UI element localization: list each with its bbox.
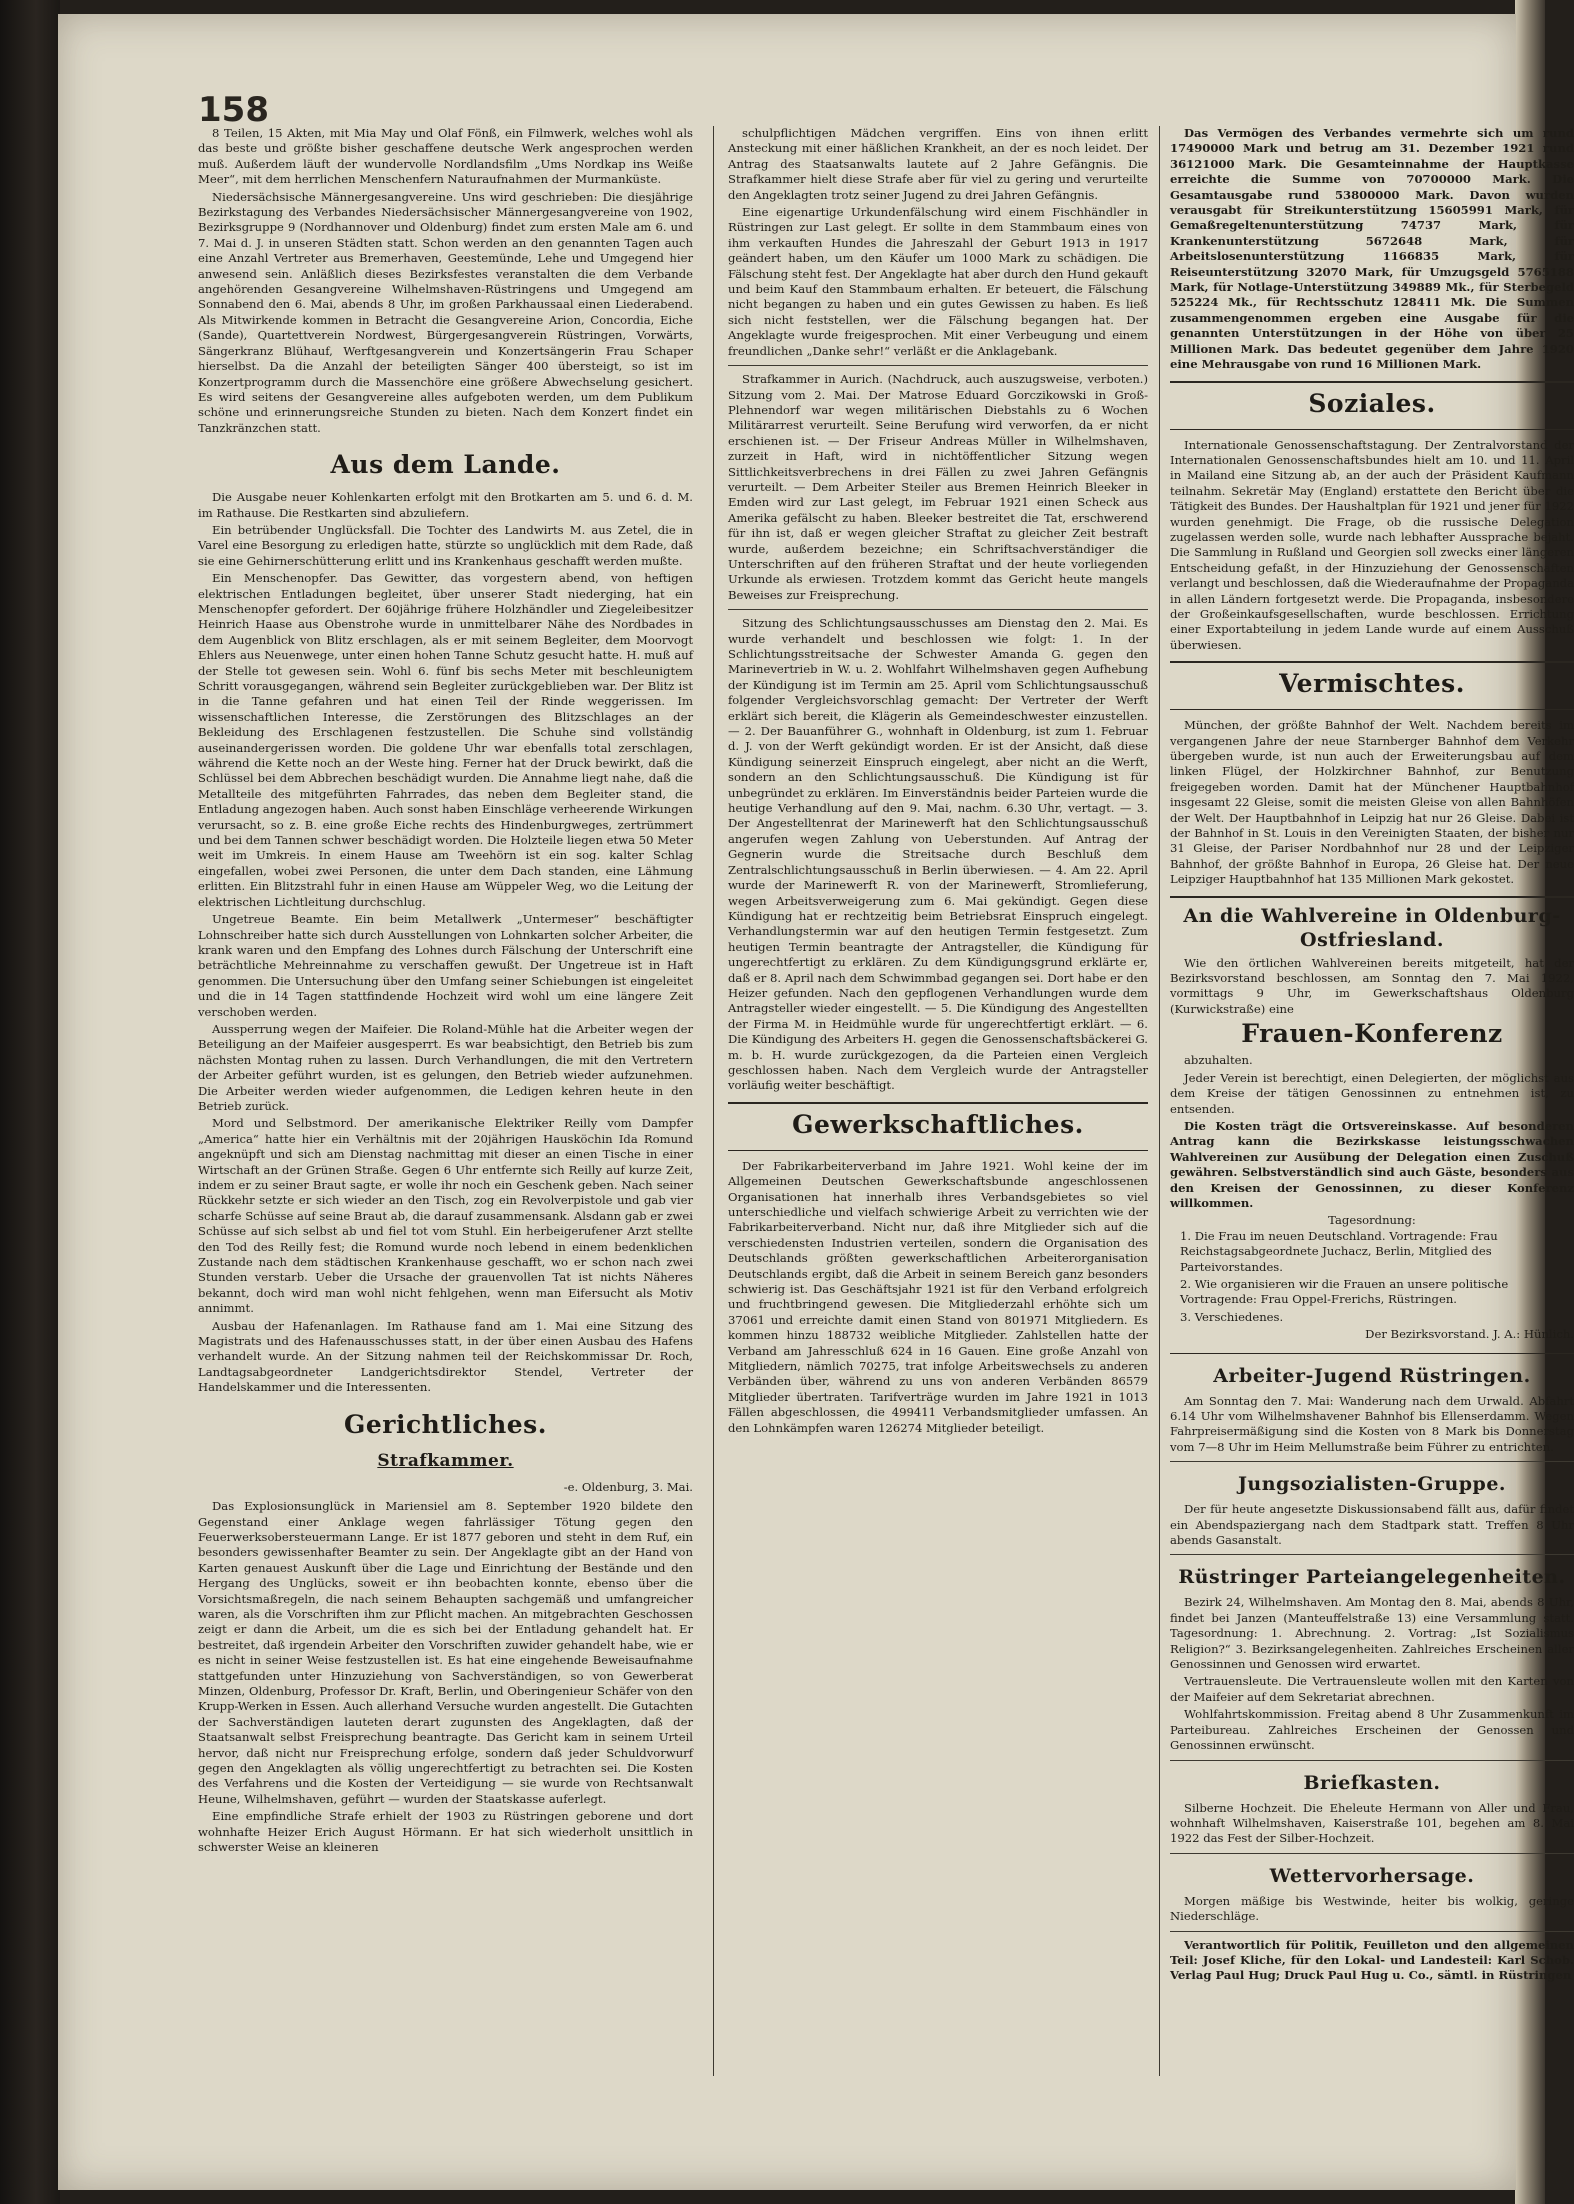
article-bleren: Ungetreue Beamte. Ein beim Metallwerk „Untermeser“ beschäftigter Lohnschreiber hatte sich durch Ausstellungen von Lohnkarten solcher Arbeiter, die krank waren und den Empfang des Lohnes durch Fälschung der Unterschrift eine beträchtliche Mehreinnahme zu verschaffen gewußt. Der Ungetreue ist in Haft genommen. Die Untersuchung über den Umfang seiner Schiebungen ist eingeleitet und die in 14 Tagen stattfindende Hochzeit wird wohl um eine längere Zeit verschoben werden. <box>198 912 693 1019</box>
section-heading-gerichtliches: Gerichtliches. <box>344 1409 547 1439</box>
section-box-gewerkschaftliches <box>728 1102 1148 1151</box>
dateline: -e. Oldenburg, 3. Mai. <box>563 1479 693 1494</box>
subheading-strafkammer: Strafkammer. <box>377 1450 514 1471</box>
book-binding <box>0 0 60 2204</box>
column-rule <box>713 126 714 2076</box>
heading-frauen-konferenz: Frauen-Konferenz <box>1241 1019 1503 1049</box>
text-vertrauensleute: Vertrauensleute. Die Vertrauensleute wollen mit den Karten von der Maifeier auf dem Sekretariat abrechnen. <box>1170 1674 1574 1704</box>
text-kosten: Die Kosten trägt die Ortsvereinskasse. Auf besonderen Antrag kann die Bezirkskasse leistungsschwachen Wahlvereinen zur Ausübung der Delegation einen Zuschuß gewähren. Selbstverständlich sind auch Gäste, besonders aus den Kreisen der Genossinnen, zu dieser Konferenz willkommen. <box>1170 1118 1574 1210</box>
article-bremen: Aussperrung wegen der Maifeier. Die Roland-Mühle hat die Arbeiter wegen der Beteiligung an der Maifeier ausgesperrt. Es war beabsichtigt, den Betrieb bis zum nächsten Montag ruhen zu lassen. Durch Verhandlungen, die mit den Vertretern der Arbeiter geführt wurden, ist es gelungen, den Betrieb wieder aufzunehmen. Die Arbeiter werden wieder aufgenommen, die Ledigen kehren heute in den Betrieb zurück. <box>198 1021 693 1113</box>
text-jungsozialisten: Der für heute angesetzte Diskussionsabend fällt aus, dafür findet ein Abendspaziergang nach dem Stadtpark statt. Treffen 8 Uhr abends Gasanstalt. <box>1170 1502 1574 1548</box>
section-box-soziales <box>1170 381 1574 430</box>
announcement-wahlvereine <box>1170 896 1574 1354</box>
text-arbeiter-jugend: Am Sonntag den 7. Mai: Wanderung nach dem Urwald. Abfahrt 6.14 Uhr vom Wilhelmshavener Bahnhof bis Ellenserdamm. Wegen Fahrpreisermäßigung sind die Kosten von 8 Mark bis Donnerstag vom 7—8 Uhr im Heim Mellumstraße beim Führer zu entrichten. <box>1170 1393 1574 1454</box>
text-silberne-hochzeit: Silberne Hochzeit. Die Eheleute Hermann von Aller und Frau, wohnhaft Wilhelmshaven, Kaiserstraße 101, begehen am 8. Mai 1922 das Fest der Silber-Hochzeit. <box>1170 1800 1574 1846</box>
column-3 <box>1170 126 1574 2076</box>
heading-arbeiter-jugend: Arbeiter-Jugend Rüstringen. <box>1213 1364 1531 1387</box>
tagesordnung-item: 3. Verschiedenes. <box>1180 1309 1284 1324</box>
tagesordnung-label: Tagesordnung: <box>1328 1213 1416 1228</box>
signature: Der Bezirksvorstand. J. A.: Hünlich. <box>1365 1327 1574 1342</box>
divider <box>1170 1554 1574 1555</box>
newspaper-page <box>58 14 1574 2190</box>
article-muenchen-bahnhof: München, der größte Bahnhof der Welt. Nachdem bereits im vergangenen Jahre der neue Starnberger Bahnhof dem Verkehr übergeben wurde, ist nun auch der Erweiterungsbau auf dem linken Flügel, der Holzkirchner Bahnhof, zur Benutzung freigegeben worden. Damit hat der Münchener Hauptbahnhof insgesamt 22 Gleise, somit die meisten Gleise von allen Bahnhöfen der Welt. Der Hauptbahnhof in Leipzig hat nur 26 Gleise. Dabei ist der Bahnhof in St. Louis in den Vereinigten Staaten, der bisher nur 31 Gleise, der Pariser Nordbahnhof nur 28 und der Leipziger Bahnhof, der größte Bahnhof in Europa, 26 Gleise hat. Der neue Leipziger Hauptbahnhof hat 135 Millionen Mark gekostet. <box>1170 718 1574 887</box>
article-vermoegen: Das Vermögen des Verbandes vermehrte sich um rund 17490000 Mark und betrug am 31. Dezember 1921 rund 36121000 Mark. Die Gesamteinnahme der Hauptkasse erreichte die Summe von 70700000 Mark. Die Gesamtausgabe rund 53800000 Mark. Davon wurden verausgabt für Streikunterstützung 15605991 Mark, für Gemaßregeltenunterstützung 74737 Mark, für Krankenunterstützung 5672648 Mark, für Arbeitslosenunterstützung 1166835 Mark, für Reiseunterstützung 32070 Mark, für Umzugsgeld 5765188 Mark, für Notlage-Unterstützung 349889 Mk., für Sterbegeld 525224 Mk., für Rechtsschutz 128411 Mk. Die Summen zusammengenommen ergeben eine Ausgabe für die genannten Unterstützungen in der Höhe von über 25 Millionen Mark. Das bedeutet gegenüber dem Jahre 1920 eine Mehrausgabe von rund 16 Millionen Mark. <box>1170 126 1574 372</box>
article-fabrikarbeiterverband: Der Fabrikarbeiterverband im Jahre 1921. Wohl keine der im Allgemeinen Deutschen Gewerkschaftsbunde angeschlossenen Organisationen hat innerhalb ihres Verbandsgebietes so viel unterschiedliche und vielfach schwierige Arbeit zu verrichten wie der Fabrikarbeiterverband. Nicht nur, daß ihre Mitglieder sich auf die verschiedensten Industrien verteilen, sondern die Organisation des Deutschlands größten gewerkschaftlichen Arbeiterorganisation Deutschlands ergibt, daß die Arbeit in seinem Bereich ganz besonders schwierig ist. Das Geschäftsjahr 1921 ist für den Verband erfolgreich und fruchtbringend gewesen. Die Mitgliederzahl erhöhte sich um 37061 und erreichte damit einen Stand von 801971 Mitgliedern. Es kommen hinzu 188732 weibliche Mitglieder. Zahlstellen hatte der Verband am Jahresschluß 624 in 16 Gauen. Eine große Anzahl von Mitgliedern, nämlich 70275, trat infolge Arbeitswechsels zu anderen Verbänden über, während zu uns von anderen Verbänden 86579 Mitglieder übertraten. Tarifverträge wurden im Jahre 1921 in 1013 Fällen abgeschlossen, die 499411 Verbandsmitglieder umfassen. An den Lohnkämpfen waren 126274 Mitglieder beteiligt. <box>728 1158 1148 1435</box>
column-1 <box>198 126 693 2076</box>
section-heading-soziales: Soziales. <box>1308 388 1436 418</box>
article-zetel: Ein betrübender Unglücksfall. Die Tochter des Landwirts M. aus Zetel, die in Varel eine Besorgung zu erledigen hatte, stürzte so unglücklich mit dem Rade, daß sie eine Gehirnerschütterung erlitt und ins Krankenhaus geschafft werden mußte. <box>198 522 693 568</box>
article-jever: Die Ausgabe neuer Kohlenkarten erfolgt mit den Brotkarten am 5. und 6. d. M. im Rathause. Die Restkarten sind abzuliefern. <box>198 490 693 520</box>
heading-wahlvereine: An die Wahlvereine in Oldenburg-Ostfriesland. <box>1183 904 1561 951</box>
article-schlichtungsausschuss: Sitzung des Schlichtungsausschusses am Dienstag den 2. Mai. Es wurde verhandelt und beschlossen wie folgt: 1. In der Schlichtungsstreitsache der Schwester Amanda G. gegen den Marinevertrieb in W. u. 2. Wohlfahrt Wilhelmshaven gegen Aufhebung der Kündigung ist im Termin am 25. April vom Schlichtungsausschuß folgender Vergleichsvorschlag gemacht: Der Vertreter der Werft erklärt sich bereit, die Klägerin als Gemeindeschwester einzustellen. — 2. Der Bauanführer G., wohnhaft in Oldenburg, ist zum 1. Februar d. J. von der Werft gekündigt worden. Er ist der Ansicht, daß diese Kündigung seinerzeit Einspruch eingelegt, aber nicht an die Werft, sondern an den Schlichtungsausschuß. Die Kündigung ist für unbegründet zu erklären. Im Einverständnis beider Parteien wurde die heutige Verhandlung auf den 9. Mai, nachm. 6.30 Uhr, vertagt. — 3. Der Angestelltenrat der Marinewerft hat den Schlichtungsausschuß angerufen wegen Zahlung von Ueberstunden. Auf Antrag der Gegnerin wurde die Streitsache durch Beschluß dem Zentralschlichtungsausschuß in Berlin überwiesen. — 4. Am 22. April wurde der Marinewerft R. von der Marinewerft, Stromlieferung, wegen Arbeitsverweigerung zum 6. Mai gekündigt. Gegen diese Kündigung hat er rechtzeitig beim Betriebsrat Einspruch eingelegt. Verhandlungstermin war auf den heutigen Termin festgesetzt. Zum heutigen Termin beantragte der Antragsteller, die Kündigung für ungerechtfertigt zu erklären. Zu dem Kündigungsgrund erklärte er, daß er 8. April nach dem Schwimmbad gegangen sei. Dort habe er den Heizer gefunden. Nach den gepflogenen Verhandlungen wurde dem Antragsteller wieder eingestellt. — 5. Die Kündigung des Angestellten der Firma M. in Heidmühle wurde für ungerechtfertigt erklärt. — 6. Die Kündigung des Arbeiters H. gegen die Genossenschaftsbäckerei G. m. b. H. wurde zurückgezogen, da die Parteien einen Vergleich geschlossen haben. Nach dem Vergleich wurde der Antragsteller vorläufig weiter beschäftigt. <box>728 616 1148 1093</box>
divider <box>728 609 1148 610</box>
article-maennergesang: Niedersächsische Männergesangvereine. Uns wird geschrieben: Die diesjährige Bezirkstagung des Verbandes Niedersächsischer Männergesangvereine von 1902, Bezirksgruppe 9 (Nordhannover und Oldenburg) findet zum ersten Male am 6. und 7. Mai d. J. in unseren Städten statt. Schon werden an den genannten Tagen auch eine Anzahl Vertreter aus Bremerhaven, Geestemünde, Lehe und Umgegend hier anwesend sein. Anläßlich dieses Bezirksfestes veranstalten die dem Verbande angehörenden Gesangvereine Wilhelmshaven-Rüstringens und Umgegend am Sonnabend den 6. Mai, abends 8 Uhr, im großen Parkhaussaal einen Liederabend. Als Mitwirkende kommen in Betracht die Gesangvereine Arion, Concordia, Eiche (Sande), Quartettverein Nordwest, Bürgergesangverein Rüstringen, Vorwärts, Sängerkranz Blühauf, Werftgesangverein und Konzertsängerin Frau Schaper hierselbst. Da die Anzahl der beteiligten Sänger 400 übersteigt, so ist im Konzertprogramm durch die Massenchöre eine größere Abwechselung gesichert. Es wird seitens der Gesangvereine alles aufgeboten werden, um dem Publikum schöne und erinnerungsreiche Stunden zu bieten. Nach dem Konzert findet ein Tanzkränzchen statt. <box>198 189 693 435</box>
text-wahlvereine: Wie den örtlichen Wahlvereinen bereits mitgeteilt, hat der Bezirksvorstand beschlossen, am Sonntag den 7. Mai 1922, vormittags 9 Uhr, im Gewerkschaftshaus Oldenburg (Kurwickstraße) eine <box>1170 955 1574 1016</box>
article-strafkammer-aurich: Strafkammer in Aurich. (Nachdruck, auch auszugsweise, verboten.) Sitzung vom 2. Mai. Der Matrose Eduard Gorczikowski in Groß-Plehnendorf war wegen militärischen Diebstahls zu 6 Wochen Militärarrest verurteilt. Seine Berufung wird verworfen, da er nicht erschienen ist. — Der Friseur Andreas Müller in Wilhelmshaven, zurzeit in Haft, wird in nichtöffentlicher Sitzung wegen Sittlichkeitsverbrechens in drei Fällen zu zwei Jahren Gefängnis verurteilt. — Dem Arbeiter Steiler aus Bremen Heinrich Bleeker in Emden wird zur Last gelegt, im Februar 1921 einen Scheck aus Amerika gefälscht zu haben. Bleeker bestreitet die Tat, erschwerend für ihn ist, daß er wegen gleicher Straftat zu gleicher Zeit bestraft wurde, außerdem bezeichne; ein Schriftsachverständiger die Unterschriften auf den früheren Straftat und der heute vorliegenden Urkunde als erwiesen. Trotzdem kommt das Gericht heute mangels Beweises zur Freisprechung. <box>728 372 1148 602</box>
article-bremerhaven: Mord und Selbstmord. Der amerikanische Elektriker Reilly vom Dampfer „America“ hatte hier ein Verhältnis mit der 20jährigen Hausköchin Ida Romund angeknüpft und sich am Dienstag nachmittag mit dieser an einen Tische in einer Wirtschaft an der Grünen Straße. Gegen 6 Uhr entfernte sich Reilly auf kurze Zeit, indem er zu seiner Braut sagte, er wolle ihr noch ein Geschenk geben. Nach seiner Rückkehr setzte er sich wieder an den Tisch, zog ein Revolverpistole und gab vier scharfe Schüsse auf seine Braut ab, die darauf zusammensank. Alsdann gab er zwei Schüsse auf sich selbst ab und fiel tot vom Stuhl. Ein herbeigerufener Arzt stellte den Tod des Reilly fest; die Romund wurde noch lebend in einem bedenklichen Zustande nach dem städtischen Krankenhause geschafft, wo er schon nach zwei Stunden verstarb. Ueber die Ursache der grauenvollen Tat ist nichts Näheres bekannt, doch wird man wohl nicht fehlgehen, wenn man Eifersucht als Motiv annimmt. <box>198 1116 693 1316</box>
divider <box>1170 1931 1574 1932</box>
divider <box>1170 1461 1574 1462</box>
heading-wettervorhersage: Wettervorhersage. <box>1269 1864 1475 1887</box>
text-abzuhalten: abzuhalten. <box>1184 1053 1253 1068</box>
section-heading-aus-dem-lande: Aus dem Lande. <box>330 450 561 480</box>
column-rule <box>1159 126 1160 2076</box>
heading-jungsozialisten: Jungsozialisten-Gruppe. <box>1237 1473 1507 1496</box>
divider <box>728 365 1148 366</box>
article-genossenschaftstagung: Internationale Genossenschaftstagung. Der Zentralvorstand der Internationalen Genossenschaftsbundes hielt am 10. und 11. April in Mailand eine Sitzung ab, an der auch der Präsident Kaufmann teilnahm. Sekretär May (England) erstattete den Bericht über die Tätigkeit des Bundes. Der Haushaltplan für 1921 und jener für 1922 wurden genehmigt. Die Frage, ob die russische Delegation zugelassen werden solle, wurde nach lebhafter Aussprache bejaht. Die Sammlung in Rußland und Georgien soll zwecks einer längeren Entscheidung gefaßt, in der Hinzuziehung der Genossenschaften verlangt und beschlossen, daß die Wiederaufnahme der Propaganda in allen Ländern fortgesetzt werde. Die Propaganda, insbesondere der Großeinkaufsgesellschaften, wurde beschlossen. Errichtung einer Exportabteilung in jedem Lande wurde auf einem Ausschuß überwiesen. <box>1170 437 1574 652</box>
column-2 <box>728 126 1148 2076</box>
tagesordnung-item: 2. Wie organisieren wir die Frauen an unsere politische Vortragende: Frau Oppel-Frerichs, Rüstringen. <box>1180 1276 1509 1307</box>
divider <box>1170 1760 1574 1761</box>
impressum: Verantwortlich für Politik, Feuilleton und den allgemeinen Teil: Josef Kliche, für den Lokal- und Landesteil: Karl Schob. Verlag Paul Hug; Druck Paul Hug u. Co., sämtl. in Rüstringen <box>1170 1937 1574 1983</box>
text-wetter: Morgen mäßige bis Westwinde, heiter bis wolkig, geringe Niederschläge. <box>1170 1893 1574 1924</box>
section-box-vermischtes <box>1170 661 1574 710</box>
text-delegierte: Jeder Verein ist berechtigt, einen Delegierten, der möglichst aus dem Kreise der tätigen Genossinnen zu entnehmen ist, zu entsenden. <box>1170 1070 1574 1116</box>
section-heading-gewerkschaftliches: Gewerkschaftliches. <box>792 1109 1084 1139</box>
text-bezirk-24: Bezirk 24, Wilhelmshaven. Am Montag den 8. Mai, abends 8 Uhr, findet bei Janzen (Manteuffelstraße 13) eine Versammlung statt. Tagesordnung: 1. Abrechnung. 2. Vortrag: „Ist Sozialismus Religion?“ 3. Bezirksangelegenheiten. Zahlreiches Erscheinen aller Genossinnen und Genossen wird erwartet. <box>1170 1595 1574 1672</box>
article-urkundenfaelschung: Eine eigenartige Urkundenfälschung wird einem Fischhändler in Rüstringen zur Last gelegt. Er sollte in dem Stammbaum eines von ihm verkauften Hundes die Jahreszahl der Geburt 1913 in 1917 geändert haben, um den Käufer um 1000 Mark zu schädigen. Die Fälschung steht fest. Der Angeklagte hat aber durch den Hund gekauft und beim Kauf den Stammbaum erhalten. Er beteuert, die Fälschung nicht begangen zu haben und ein gutes Gewissen zu haben. Es ließ sich nicht feststellen, wer die Fälschung begangen hat. Der Angeklagte wurde freigesprochen. Mit einer Verbeugung und einem freundlichen „Danke sehr!“ verläßt er die Anklagebank. <box>728 205 1148 358</box>
divider <box>1170 1853 1574 1854</box>
article-leer: Ausbau der Hafenanlagen. Im Rathause fand am 1. Mai eine Sitzung des Magistrats und des Hafenausschusses statt, in der über einen Ausbau des Hafens verhandelt wurde. An der Sitzung nahmen teil der Reichskommissar Dr. Roch, Landtagsabgeordneter Landgerichtsdirektor Stendel, Vertreter der Handelskammer und die Interessenten. <box>198 1318 693 1395</box>
text-wohlfahrtskommission: Wohlfahrtskommission. Freitag abend 8 Uhr Zusammenkunft im Parteibureau. Zahlreiches Erscheinen der Genossen und Genossinnen erwünscht. <box>1170 1707 1574 1753</box>
section-heading-vermischtes: Vermischtes. <box>1279 669 1465 699</box>
article-empfindliche-strafe: Eine empfindliche Strafe erhielt der 1903 zu Rüstringen geborene und dort wohnhafte Heizer Erich August Hörmann. Er hat sich wiederholt unsittlich in schwerster Weise an kleineren <box>198 1809 693 1855</box>
article-explosion: Das Explosionsunglück in Mariensiel am 8. September 1920 bildete den Gegenstand einer Anklage wegen fahrlässiger Tötung gegen den Feuerwerksobersteuermann Lange. Er ist 1877 geboren und steht in dem Ruf, ein besonders gewissenhafter Beamter zu sein. Der Angeklagte gibt an der Hand von Karten genauest Auskunft über die Lage und Einrichtung der Bestände und den Hergang des Unglücks, soweit er ihn beobachten konnte, ebenso über die Vorsichtsmaßregeln, die nach seinem Behaupten sachgemäß und umfangreicher waren, als die Vorschriften ihm zur Pflicht machen. An mitgebrachten Geschossen zeigt er dann die Arbeit, um die es sich bei der Entladung gehandelt hat. Er bestreitet, daß irgendein Arbeiter den Vorschriften zuwider gehandelt habe, wie er es nicht in seiner Weise festzustellen ist. Es hat eine eingehende Beweisaufnahme stattgefunden unter Hinzuziehung von Sachverständigen, so von Gewerberat Minzen, Oldenburg, Professor Dr. Kraft, Berlin, und Oberingenieur Schäfer von den Krupp-Werken in Essen. Auch allerhand Versuche wurden angestellt. Die Gutachten der Sachverständigen lauteten derart zugunsten des Angeklagten, daß der Staatsanwalt selbst Freisprechung beantragte. Das Gericht kam in seinem Urteil hervor, daß nicht nur Freisprechung erfolge, sondern daß jeder Schuldvorwurf gegen den Angeklagten als völlig ungerechtfertigt zu betrachten sei. Die Kosten des Verfahrens und die Kosten der Verteidigung — sie wurde von Rechtsanwalt Heune, Wilhelmshaven, geführt — wurden der Staatskasse auferlegt. <box>198 1499 693 1806</box>
article-intro: 8 Teilen, 15 Akten, mit Mia May und Olaf Fönß, ein Filmwerk, welches wohl als das beste und größte bisher geschaffene deutsche Werk angesprochen werden muß. Außerdem läuft der wundervolle Nordlandsfilm „Ums Nordkap ins Weiße Meer“, mit dem herrlichen Menschenfern Naturaufnahmen der Murmanküste. <box>198 126 693 187</box>
article-continuation: schulpflichtigen Mädchen vergriffen. Eins von ihnen erlitt Ansteckung mit einer häßlichen Krankheit, an der es noch leidet. Der Antrag des Staatsanwalts lautete auf 2 Jahre Gefängnis. Die Strafkammer hielt diese Strafe aber für viel zu gering und verurteilte den Angeklagten trotz seiner Jugend zu drei Jahren Gefängnis. <box>728 126 1148 202</box>
tagesordnung-item: 1. Die Frau im neuen Deutschland. Vortragende: Frau Reichstagsabgeordnete Juchacz, Berlin, Mitglied des Parteivorstandes. <box>1180 1228 1498 1274</box>
page-number: 158 <box>198 90 269 130</box>
article-varel: Ein Menschenopfer. Das Gewitter, das vorgestern abend, von heftigen elektrischen Entladungen begleitet, über unserer Stadt niederging, hat ein Menschenopfer gefordert. Der 60jährige frühere Holzhändler und Ziegeleibesitzer Heinrich Haase aus Obenstrohe wurde in unmittelbarer Nähe des Nordbades in dem Augenblick von Blitz erschlagen, als er mit seinem Begleiter, dem Moorvogt Ehlers aus Neuenwege, unter einen hohen Tanne Schutz gesucht hatte. H. muß auf der Stelle tot gewesen sein. Wohl 6. fünf bis sechs Meter mit beschleunigtem Schritt vorausgegangen, während sein Begleiter zurückgeblieben war. Der Blitz ist in die Tanne gefahren und hat einen Teil der Rinde weggerissen. Im wissenschaftlichen Interesse, die Zerstörungen des Blitzschlages an der Bekleidung des Erschlagenen festzustellen. Die Schuhe sind vollständig auseinandergerissen worden. Die goldene Uhr war ebenfalls total zerschlagen, während die Kette noch an der Weste hing. Ferner hat der Druck bewirkt, daß die Schlüssel bei dem Abbrechen beschädigt wurden. Die Annahme liegt nahe, daß die Metallteile des mitgeführten Fahrrades, das neben dem Begleiter stand, die Entladung angezogen haben. Auch sonst haben Einschläge verheerende Wirkungen verursacht, so z. B. eine große Eiche rechts des Hindenburgweges, zertrümmert und bei dem Tannen schwer beschädigt worden. Die Holzteile liegen etwa 50 Meter weit im Umkreis. In einem Hause am Tweehörn ist ein sog. kalter Schlag eingefallen, wobei zwei Personen, die unter dem Dach standen, eine Lähmung erlitten. Ein Blitzstrahl fuhr in einen Hause am Wüppeler Weg, wo die Leitung der elektrischen Lichtleitung durchschlug. <box>198 571 693 909</box>
heading-parteiangelegenheiten: Rüstringer Parteiangelegenheiten. <box>1178 1566 1566 1589</box>
heading-briefkasten: Briefkasten. <box>1303 1771 1441 1794</box>
